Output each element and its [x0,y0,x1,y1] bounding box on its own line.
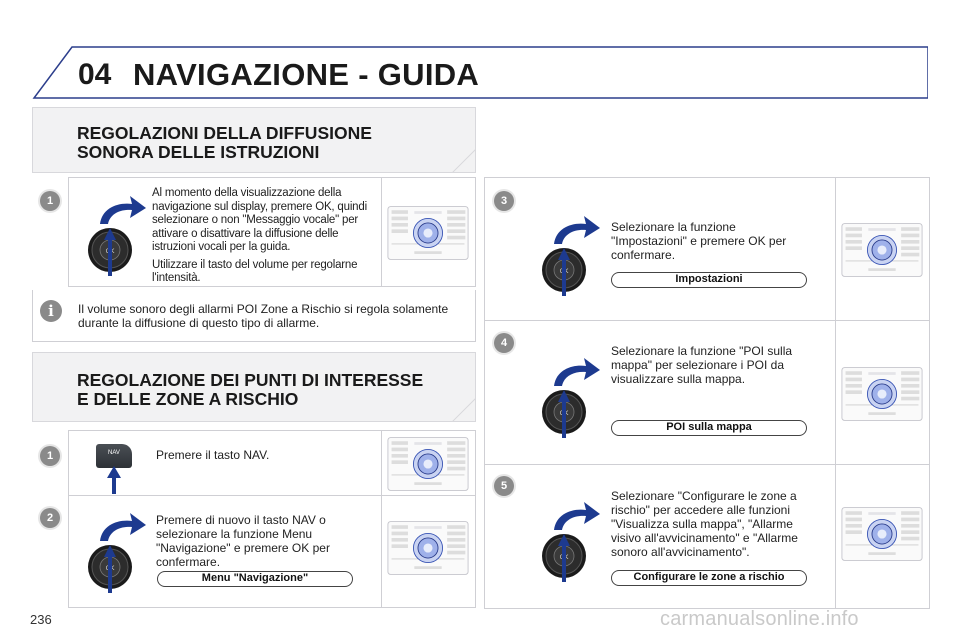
step1-instruction: Al momento della visualizzazione della navigazione sul display, premere OK, quindi selezionare o non "Messaggio vocale" per attivare o disattivare la diffusione delle istruzioni vocali per la guida. [152,187,367,253]
dial-knob-icon [534,494,604,584]
radio-unit-icon [841,506,923,562]
step1-volume-note: Utilizzare il tasto del volume per regolarne l'intensità. [152,258,358,284]
section2-title-line2: E DELLE ZONE A RISCHIO [77,389,299,409]
page-title: NAVIGAZIONE - GUIDA [133,57,480,92]
page-number: 236 [30,612,52,627]
radio-unit-icon [841,222,923,278]
dial-knob-icon [534,208,604,298]
poi-sulla-mappa-pill: POI sulla mappa [611,420,807,436]
step-badge-1: 1 [40,191,60,211]
step4-text: Selezionare la funzione "POI sulla mappa" per selezionare i POI da visualizzare sulla mappa. [611,344,793,386]
info-icon: i [40,300,62,322]
radio-unit-icon [387,205,469,261]
radio-unit-icon [387,520,469,576]
dial-knob-icon [534,350,604,440]
radio-unit-icon [841,366,923,422]
dial-knob-icon [80,188,150,278]
step3-text: Selezionare la funzione "Impostazioni" e premere OK per confermare. [611,220,787,262]
nav-button-label: NAV [108,450,120,456]
chapter-number: 04 [78,58,112,91]
dial-knob-icon [80,505,150,595]
step-badge-nav: 1 [40,446,60,466]
radio-unit-icon [387,436,469,492]
watermark: carmanualsonline.info [660,608,859,630]
section1-title-line2: SONORA DELLE ISTRUZIONI [77,142,320,162]
step-nav-text: Premere il tasto NAV. [156,448,270,462]
step-badge-3: 3 [494,191,514,211]
section1-title-line1: REGOLAZIONI DELLA DIFFUSIONE [77,123,372,143]
nav-button-icon [96,444,132,468]
up-arrow-icon [106,466,122,494]
step-badge-2: 2 [40,508,60,528]
configurare-zone-pill: Configurare le zone a rischio [611,570,807,586]
step2-text: Premere di nuovo il tasto NAV o selezionare la funzione Menu "Navigazione" e premere OK per confermare. [156,513,330,569]
step5-text: Selezionare "Configurare le zone a rischio" per accedere alle funzioni "Visualizza sulla mappa", "Allarme visivo all'avvicinamento" e "Allarme sonoro all'avvicinamento". [611,489,798,559]
info-text: Il volume sonoro degli allarmi POI Zone a Rischio si regola solamente durante la diffusione di questo tipo di allarme. [78,302,449,330]
section2-header [32,352,476,422]
menu-navigazione-pill: Menu "Navigazione" [157,571,353,587]
step-badge-4: 4 [494,333,514,353]
step-badge-5: 5 [494,476,514,496]
impostazioni-pill: Impostazioni [611,272,807,288]
section1-header [32,107,476,173]
section2-title-line1: REGOLAZIONE DEI PUNTI DI INTERESSE [77,370,424,390]
